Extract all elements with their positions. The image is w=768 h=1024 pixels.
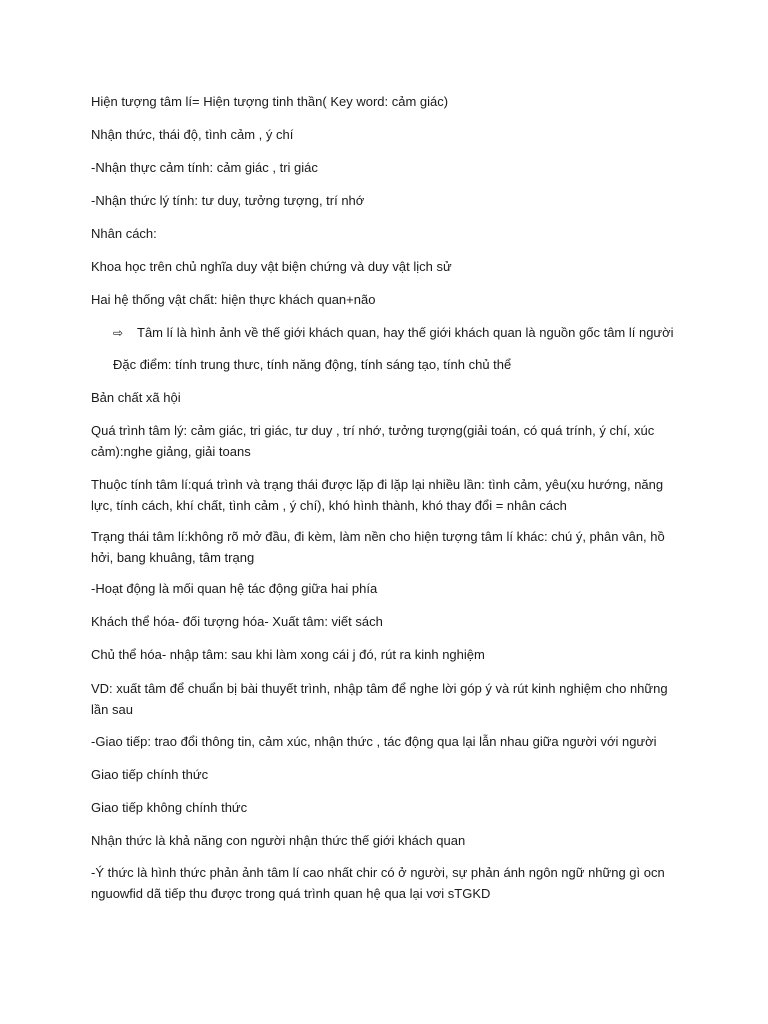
paragraph-11: Quá trình tâm lý: cảm giác, tri giác, tư duy , trí nhớ, tưởng tượng(giải toán, có quá trính, ý chí, xúc cảm):nghe giảng, giải toans [91,423,655,459]
paragraph-12: Thuộc tính tâm lí:quá trình và trạng thái được lặp đi lặp lại nhiều lần: tình cảm, yêu(xu hướng, năng lực, tính cách, khí chất, tình cảm , ý chí), khó hình thành, khó thay đổi = nhân cách [91,477,664,513]
paragraph-1: Hiện tượng tâm lí= Hiện tượng tinh thần( Key word: cảm giác) [91,94,449,109]
paragraph-4: -Nhận thức lý tính: tư duy, tưởng tượng, trí nhớ [91,193,365,208]
paragraph-6: Khoa học trên chủ nghĩa duy vật biện chứng và duy vật lịch sử [91,259,452,274]
paragraph-7: Hai hệ thống vật chất: hiện thực khách quan+não [91,292,376,307]
paragraph-17: VD: xuất tâm để chuẩn bị bài thuyết trình, nhập tâm để nghe lời góp ý và rút kinh nghiệm cho những lần sau [91,681,668,717]
arrow-bullet-item [113,322,693,344]
paragraph-20: Giao tiếp không chính thức [91,800,248,815]
paragraph-21: Nhận thức là khả năng con người nhận thức thế giới khách quan [91,833,466,848]
paragraph-22: -Ý thức là hình thức phản ảnh tâm lí cao nhất chir có ở người, sự phản ánh ngôn ngữ những gì ocn nguowfid dã tiếp thu được trong quá trình quan hệ qua lại vơi sTGKD [91,865,665,901]
paragraph-13: Trạng thái tâm lí:không rõ mở đầu, đi kèm, làm nền cho hiện tượng tâm lí khác: chú ý, phân vân, hồ hởi, bang khuâng, tâm trạng [91,529,665,565]
paragraph-9: Đặc điểm: tính trung thưc, tính năng động, tính sáng tạo, tính chủ thể [113,357,512,372]
arrow-bullet-text: Tâm lí là hình ảnh về thế giới khách quan, hay thế giới khách quan là nguồn gốc tâm lí người [137,325,674,340]
paragraph-16: Chủ thể hóa- nhập tâm: sau khi làm xong cái j đó, rút ra kinh nghiệm [91,647,485,662]
paragraph-10: Bản chất xã hội [91,390,181,405]
paragraph-19: Giao tiếp chính thức [91,767,209,782]
right-arrow-icon: ⇨ [113,326,124,340]
paragraph-5: Nhân cách: [91,226,157,241]
paragraph-18: -Giao tiếp: trao đổi thông tin, cảm xúc, nhận thức , tác động qua lại lẫn nhau giữa người với người [91,734,657,749]
paragraph-15: Khách thể hóa- đối tượng hóa- Xuất tâm: viết sách [91,614,383,629]
paragraph-14: -Hoạt động là mối quan hệ tác động giữa hai phía [91,581,378,596]
paragraph-3: -Nhận thực cảm tính: cảm giác , tri giác [91,160,318,175]
paragraph-2: Nhận thức, thái độ, tình cảm , ý chí [91,127,294,142]
